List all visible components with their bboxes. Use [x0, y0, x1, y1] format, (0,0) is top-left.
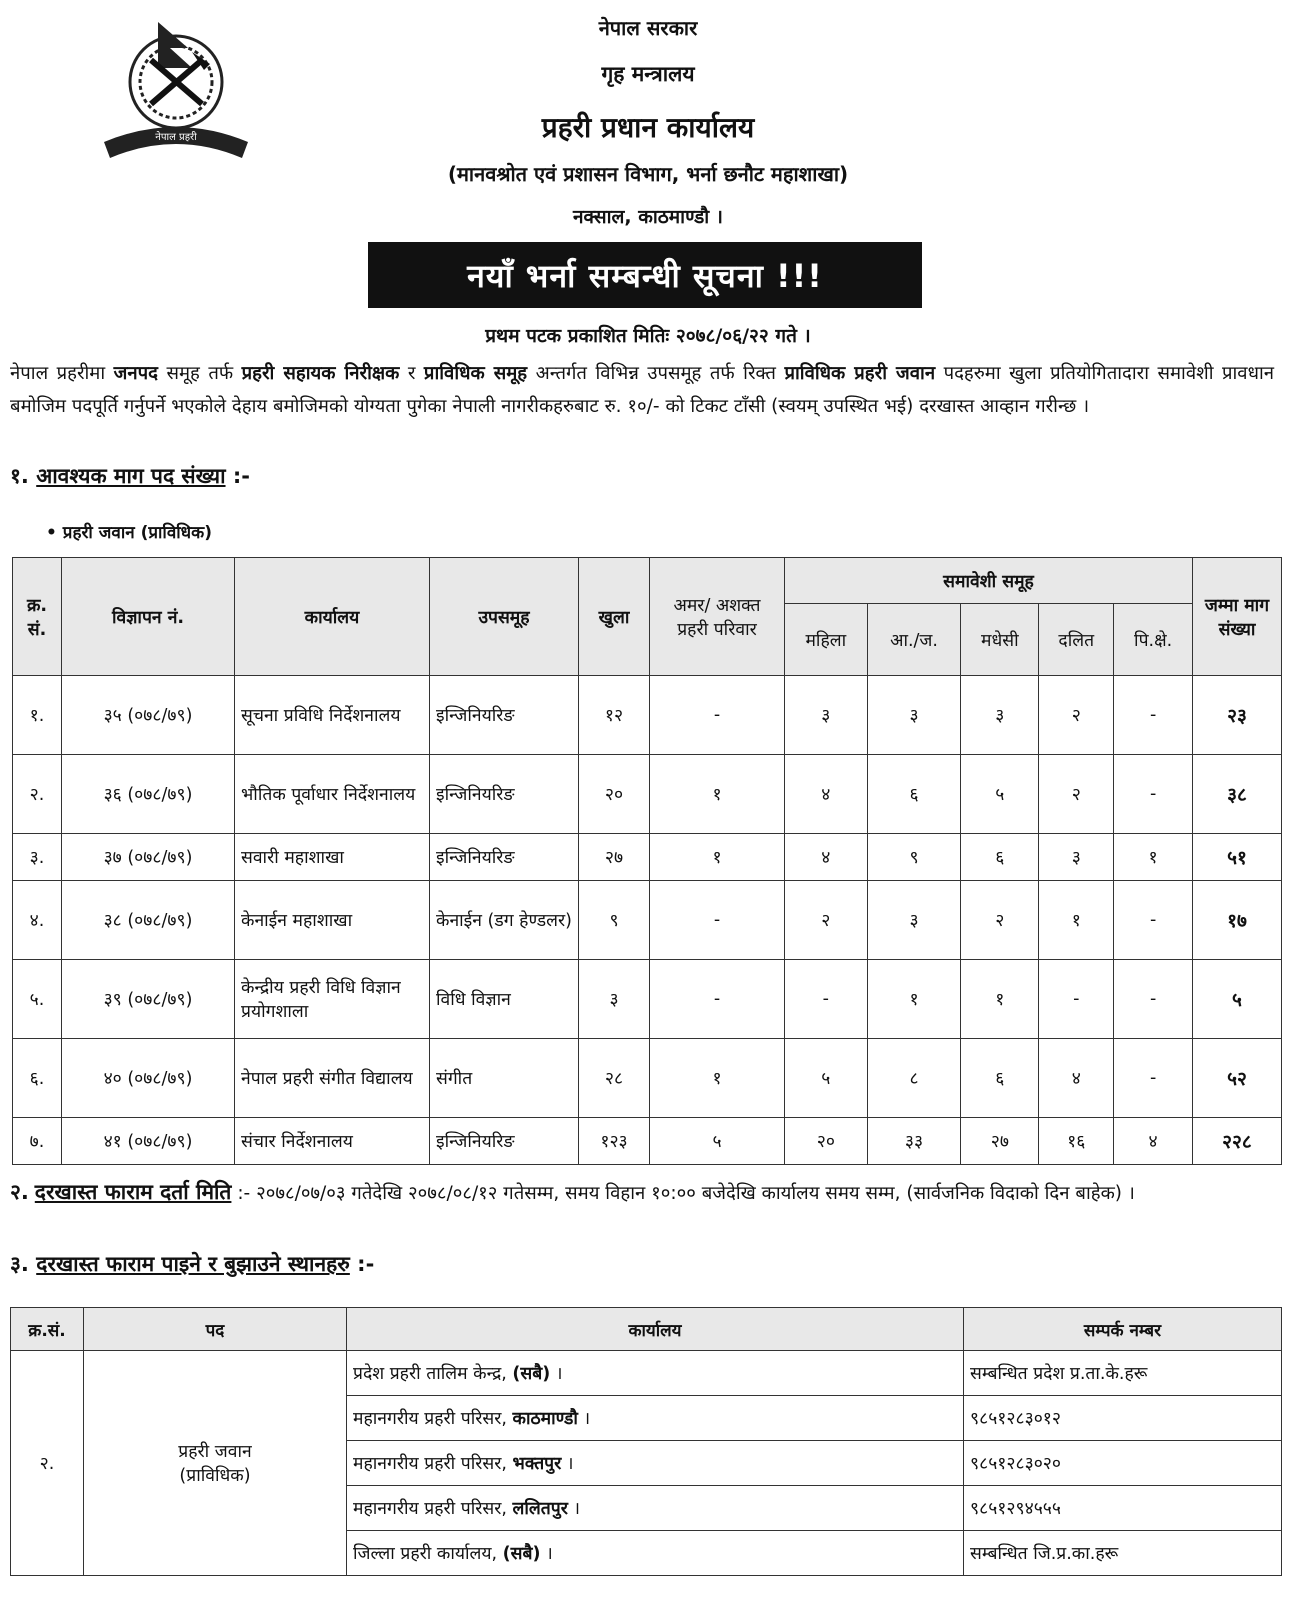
- col-inclusive: समावेशी समूह: [785, 558, 1193, 604]
- cell-subgroup: इन्जिनियरिङ: [430, 834, 579, 881]
- cell-office: प्रदेश प्रहरी तालिम केन्द्र, (सबै) ।: [347, 1351, 964, 1396]
- cell-adv: ४१ (०७८/७९): [62, 1118, 235, 1165]
- cell-post: प्रहरी जवान (प्राविधिक): [84, 1351, 347, 1576]
- cell-contact: ९८५१२९४५५५: [964, 1486, 1282, 1531]
- col-sn: क्र.सं.: [11, 1308, 84, 1351]
- cell-aj: ३: [867, 676, 961, 755]
- cell-contact: ९८५१२८३०२०: [964, 1441, 1282, 1486]
- col-amar: अमर/ अशक्त प्रहरी परिवार: [650, 558, 785, 676]
- col-post: पद: [84, 1308, 347, 1351]
- cell-contact: सम्बन्धित जि.प्र.का.हरू: [964, 1531, 1282, 1576]
- section2: २. दरखास्त फाराम दर्ता मिति :- २०७८/०७/०३ गतेदेखि २०७८/०८/१२ गतेसम्म, समय विहान १०:०० बजेदेखि कार्यालय समय सम्म, (सार्वजनिक विदाको दिन बाहेक) ।: [10, 1180, 1135, 1204]
- cell-madhesi: २: [961, 881, 1039, 960]
- svg-text:नेपाल प्रहरी: नेपाल प्रहरी: [155, 132, 197, 143]
- cell-total: ५२: [1193, 1039, 1282, 1118]
- cell-women: -: [785, 960, 868, 1039]
- col-subgroup: उपसमूह: [430, 558, 579, 676]
- section2-title: दरखास्त फाराम दर्ता मिति: [34, 1180, 232, 1204]
- cell-sn: ३.: [13, 834, 62, 881]
- ministry-name: गृह मन्त्रालय: [601, 62, 695, 86]
- cell-office: महानगरीय प्रहरी परिसर, काठमाण्डौ ।: [347, 1396, 964, 1441]
- cell-aj: ३३: [867, 1118, 961, 1165]
- cell-madhesi: १: [961, 960, 1039, 1039]
- cell-adv: ३९ (०७८/७९): [62, 960, 235, 1039]
- cell-subgroup: इन्जिनियरिङ: [430, 676, 579, 755]
- cell-amar: १: [650, 834, 785, 881]
- cell-women: ५: [785, 1039, 868, 1118]
- cell-office: जिल्ला प्रहरी कार्यालय, (सबै) ।: [347, 1531, 964, 1576]
- cell-amar: १: [650, 1039, 785, 1118]
- cell-open: ९: [579, 881, 650, 960]
- cell-open: १२३: [579, 1118, 650, 1165]
- cell-madhesi: २७: [961, 1118, 1039, 1165]
- cell-pk: -: [1114, 881, 1193, 960]
- col-contact: सम्पर्क नम्बर: [964, 1308, 1282, 1351]
- table-row: [13, 676, 1282, 755]
- cell-amar: -: [650, 960, 785, 1039]
- cell-total: २२८: [1193, 1118, 1282, 1165]
- cell-aj: ३: [867, 881, 961, 960]
- cell-office: भौतिक पूर्वाधार निर्देशनालय: [235, 755, 430, 834]
- section3-title: ३. दरखास्त फाराम पाइने र बुझाउने स्थानहरु :-: [10, 1252, 375, 1276]
- table-row: [13, 881, 1282, 960]
- col-total: जम्मा माग संख्या: [1193, 558, 1282, 676]
- cell-dalit: ४: [1039, 1039, 1114, 1118]
- government-name: नेपाल सरकार: [598, 16, 698, 40]
- cell-pk: -: [1114, 676, 1193, 755]
- cell-subgroup: केनाईन (डग हेण्डलर): [430, 881, 579, 960]
- cell-amar: १: [650, 755, 785, 834]
- table-row: [13, 834, 1282, 881]
- cell-women: २०: [785, 1118, 868, 1165]
- locations-table: [10, 1307, 1282, 1576]
- section1-title: १. आवश्यक माग पद संख्या :-: [10, 464, 250, 488]
- cell-women: ३: [785, 676, 868, 755]
- col-women: महिला: [785, 604, 868, 676]
- col-office: कार्यालय: [235, 558, 430, 676]
- cell-sn: ७.: [13, 1118, 62, 1165]
- cell-contact: ९८५१२८३०१२: [964, 1396, 1282, 1441]
- cell-office: केन्द्रीय प्रहरी विधि विज्ञान प्रयोगशाला: [235, 960, 430, 1039]
- cell-open: ३: [579, 960, 650, 1039]
- cell-adv: ३६ (०७८/७९): [62, 755, 235, 834]
- publish-date: प्रथम पटक प्रकाशित मितिः २०७८/०६/२२ गते ।: [485, 325, 811, 347]
- cell-amar: -: [650, 676, 785, 755]
- table-row: [13, 1118, 1282, 1165]
- table-row: [13, 755, 1282, 834]
- cell-sn: २.: [11, 1351, 84, 1576]
- cell-office: नेपाल प्रहरी संगीत विद्यालय: [235, 1039, 430, 1118]
- cell-dalit: १: [1039, 881, 1114, 960]
- cell-madhesi: ६: [961, 834, 1039, 881]
- cell-sn: ४.: [13, 881, 62, 960]
- cell-total: ५१: [1193, 834, 1282, 881]
- cell-aj: ९: [867, 834, 961, 881]
- office-address: नक्साल, काठमाण्डौ ।: [572, 206, 724, 228]
- table-row: [13, 960, 1282, 1039]
- cell-pk: १: [1114, 834, 1193, 881]
- cell-pk: -: [1114, 1039, 1193, 1118]
- cell-open: २७: [579, 834, 650, 881]
- cell-office: केनाईन महाशाखा: [235, 881, 430, 960]
- cell-dalit: ३: [1039, 834, 1114, 881]
- cell-madhesi: ६: [961, 1039, 1039, 1118]
- cell-subgroup: विधि विज्ञान: [430, 960, 579, 1039]
- cell-sn: २.: [13, 755, 62, 834]
- cell-subgroup: इन्जिनियरिङ: [430, 1118, 579, 1165]
- cell-office: महानगरीय प्रहरी परिसर, भक्तपुर ।: [347, 1441, 964, 1486]
- cell-aj: १: [867, 960, 961, 1039]
- cell-total: १७: [1193, 881, 1282, 960]
- cell-dalit: -: [1039, 960, 1114, 1039]
- cell-office: सूचना प्रविधि निर्देशनालय: [235, 676, 430, 755]
- cell-adv: ३५ (०७८/७९): [62, 676, 235, 755]
- post-bullet: • प्रहरी जवान (प्राविधिक): [46, 523, 212, 543]
- cell-contact: सम्बन्धित प्रदेश प्र.ता.के.हरू: [964, 1351, 1282, 1396]
- cell-subgroup: संगीत: [430, 1039, 579, 1118]
- cell-total: ३८: [1193, 755, 1282, 834]
- cell-pk: -: [1114, 960, 1193, 1039]
- office-name: प्रहरी प्रधान कार्यालय: [541, 111, 755, 144]
- cell-madhesi: ३: [961, 676, 1039, 755]
- cell-pk: -: [1114, 755, 1193, 834]
- cell-amar: -: [650, 881, 785, 960]
- svg-text:सत्य सेवा सुरक्षणम्: सत्य सेवा सुरक्षणम्: [145, 147, 207, 157]
- cell-dalit: २: [1039, 755, 1114, 834]
- cell-pk: ४: [1114, 1118, 1193, 1165]
- cell-adv: ३७ (०७८/७९): [62, 834, 235, 881]
- cell-dalit: २: [1039, 676, 1114, 755]
- cell-sn: ६.: [13, 1039, 62, 1118]
- col-aj: आ./ज.: [867, 604, 961, 676]
- cell-women: २: [785, 881, 868, 960]
- cell-open: २८: [579, 1039, 650, 1118]
- cell-open: १२: [579, 676, 650, 755]
- table-row: [11, 1351, 1282, 1396]
- cell-amar: ५: [650, 1118, 785, 1165]
- cell-aj: ८: [867, 1039, 961, 1118]
- cell-total: ५: [1193, 960, 1282, 1039]
- cell-dalit: १६: [1039, 1118, 1114, 1165]
- cell-total: २३: [1193, 676, 1282, 755]
- cell-aj: ६: [867, 755, 961, 834]
- cell-adv: ३८ (०७८/७९): [62, 881, 235, 960]
- col-sn: क्र. सं.: [13, 558, 62, 676]
- cell-madhesi: ५: [961, 755, 1039, 834]
- notice-banner: नयाँ भर्ना सम्बन्धी सूचना !!!: [368, 242, 922, 308]
- cell-open: २०: [579, 755, 650, 834]
- vacancy-table: [12, 557, 1282, 1165]
- cell-women: ४: [785, 834, 868, 881]
- col-dalit: दलित: [1039, 604, 1114, 676]
- col-adv: विज्ञापन नं.: [62, 558, 235, 676]
- cell-office: सवारी महाशाखा: [235, 834, 430, 881]
- cell-office: संचार निर्देशनालय: [235, 1118, 430, 1165]
- cell-sn: १.: [13, 676, 62, 755]
- col-madhesi: मधेसी: [961, 604, 1039, 676]
- col-pk: पि.क्षे.: [1114, 604, 1193, 676]
- col-open: खुला: [579, 558, 650, 676]
- cell-sn: ५.: [13, 960, 62, 1039]
- department-name: (मानवश्रोत एवं प्रशासन विभाग, भर्ना छनौट महाशाखा): [447, 162, 849, 186]
- intro-paragraph: नेपाल प्रहरीमा जनपद समूह तर्फ प्रहरी सहायक निरीक्षक र प्राविधिक समूह अन्तर्गत विभिन्न उपसमूह तर्फ रिक्त प्राविधिक प्रहरी जवान पदहरुमा खुला प्रतियोगितादारा समावेशी प्रावधान बमोजिम पदपूर्ति गर्नुपर्ने भएकोले देहाय बमोजिमको योग्यता पुगेका नेपाली नागरीकहरुबाट रु. १०/- को टिकट टाँसी (स्वयम् उपस्थित भई) दरखास्त आव्हान गरीन्छ ।: [10, 363, 1275, 417]
- section2-text: :- २०७८/०७/०३ गतेदेखि २०७८/०८/१२ गतेसम्म, समय विहान १०:०० बजेदेखि कार्यालय समय सम्म, (सार्वजनिक विदाको दिन बाहेक) ।: [237, 1183, 1135, 1204]
- cell-women: ४: [785, 755, 868, 834]
- cell-subgroup: इन्जिनियरिङ: [430, 755, 579, 834]
- col-office: कार्यालय: [347, 1308, 964, 1351]
- cell-office: महानगरीय प्रहरी परिसर, ललितपुर ।: [347, 1486, 964, 1531]
- cell-adv: ४० (०७८/७९): [62, 1039, 235, 1118]
- table-row: [13, 1039, 1282, 1118]
